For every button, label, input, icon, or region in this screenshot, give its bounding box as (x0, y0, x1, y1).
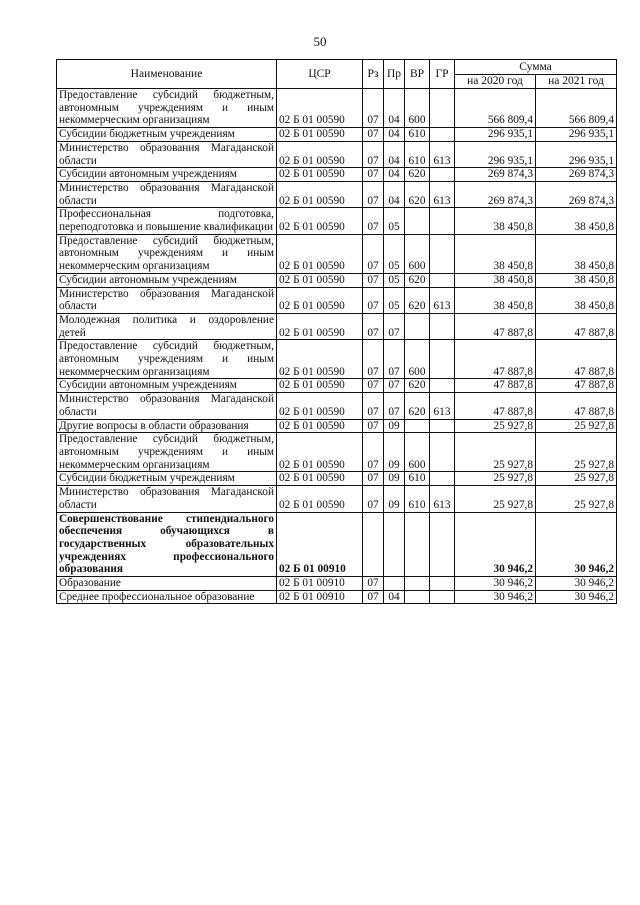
table-row (57, 181, 617, 207)
row-sum-2020: 38 450,8 (455, 234, 536, 273)
row-gr (430, 590, 455, 604)
row-sum-2020: 269 874,3 (455, 168, 536, 182)
row-sum-2021: 30 946,2 (536, 577, 617, 591)
row-name: Другие вопросы в области образования (57, 419, 277, 433)
row-rz: 07 (363, 208, 384, 234)
row-sum-2021: 47 887,8 (536, 313, 617, 339)
row-csr: 02 Б 01 00590 (277, 273, 363, 287)
row-rz: 07 (363, 273, 384, 287)
budget-table (56, 59, 617, 604)
row-rz: 07 (363, 128, 384, 142)
row-name: Среднее профессиональное образование (57, 590, 277, 604)
row-sum-2020: 566 809,4 (455, 89, 536, 128)
row-pr: 09 (384, 433, 405, 472)
row-sum-2021: 47 887,8 (536, 340, 617, 379)
table-row (57, 313, 617, 339)
header-vr: ВР (405, 60, 430, 89)
row-sum-2020: 38 450,8 (455, 208, 536, 234)
row-name: Министерство образования Магаданской области (57, 141, 277, 167)
row-gr (430, 128, 455, 142)
row-vr (405, 590, 430, 604)
row-vr (405, 577, 430, 591)
table-row (57, 273, 617, 287)
row-sum-2021: 38 450,8 (536, 273, 617, 287)
row-sum-2020: 25 927,8 (455, 486, 536, 512)
row-name: Образование (57, 577, 277, 591)
row-rz: 07 (363, 433, 384, 472)
row-name: Совершенствование стипендиального обеспечения обучающихся в государственных образовательных учреждениях профессионального образования (57, 512, 277, 577)
row-gr (430, 419, 455, 433)
row-sum-2021: 25 927,8 (536, 472, 617, 486)
row-vr (405, 512, 430, 577)
row-rz: 07 (363, 419, 384, 433)
row-pr: 04 (384, 590, 405, 604)
row-gr (430, 472, 455, 486)
row-gr (430, 89, 455, 128)
row-pr: 07 (384, 393, 405, 419)
table-row (57, 234, 617, 273)
header-sum: Сумма (455, 60, 617, 75)
row-vr: 610 (405, 141, 430, 167)
row-gr (430, 577, 455, 591)
row-pr: 05 (384, 208, 405, 234)
row-vr: 610 (405, 486, 430, 512)
row-vr: 620 (405, 181, 430, 207)
row-csr: 02 Б 01 00590 (277, 472, 363, 486)
row-sum-2020: 269 874,3 (455, 181, 536, 207)
row-csr: 02 Б 01 00590 (277, 168, 363, 182)
row-vr (405, 208, 430, 234)
row-sum-2021: 269 874,3 (536, 181, 617, 207)
row-vr (405, 419, 430, 433)
table-row (57, 419, 617, 433)
table-row (57, 208, 617, 234)
row-vr: 620 (405, 393, 430, 419)
row-name: Субсидии автономным учреждениям (57, 168, 277, 182)
row-csr: 02 Б 01 00590 (277, 313, 363, 339)
row-sum-2020: 47 887,8 (455, 313, 536, 339)
row-rz: 07 (363, 340, 384, 379)
header-year-2021: на 2021 год (536, 75, 617, 89)
row-vr: 620 (405, 168, 430, 182)
row-pr: 04 (384, 89, 405, 128)
table-row (57, 379, 617, 393)
row-csr: 02 Б 01 00590 (277, 393, 363, 419)
row-name: Молодежная политика и оздоровление детей (57, 313, 277, 339)
row-name: Субсидии бюджетным учреждениям (57, 472, 277, 486)
row-pr: 04 (384, 168, 405, 182)
row-rz: 07 (363, 393, 384, 419)
row-name: Министерство образования Магаданской области (57, 393, 277, 419)
row-gr: 613 (430, 287, 455, 313)
row-name: Предоставление субсидий бюджетным, автономным учреждениям и иным некоммерческим организациям (57, 433, 277, 472)
row-sum-2021: 296 935,1 (536, 141, 617, 167)
row-gr: 613 (430, 141, 455, 167)
row-sum-2020: 30 946,2 (455, 590, 536, 604)
row-pr (384, 512, 405, 577)
row-sum-2021: 38 450,8 (536, 234, 617, 273)
row-rz: 07 (363, 89, 384, 128)
row-sum-2021: 269 874,3 (536, 168, 617, 182)
row-vr: 620 (405, 287, 430, 313)
row-pr: 05 (384, 287, 405, 313)
row-vr: 600 (405, 433, 430, 472)
row-csr: 02 Б 01 00590 (277, 128, 363, 142)
row-gr: 613 (430, 486, 455, 512)
row-gr (430, 512, 455, 577)
row-csr: 02 Б 01 00910 (277, 577, 363, 591)
row-name: Министерство образования Магаданской области (57, 486, 277, 512)
table-row (57, 340, 617, 379)
row-gr: 613 (430, 181, 455, 207)
row-rz: 07 (363, 234, 384, 273)
row-sum-2021: 30 946,2 (536, 512, 617, 577)
row-name: Субсидии бюджетным учреждениям (57, 128, 277, 142)
row-pr: 07 (384, 313, 405, 339)
row-sum-2020: 296 935,1 (455, 128, 536, 142)
row-rz: 07 (363, 472, 384, 486)
row-csr: 02 Б 01 00590 (277, 486, 363, 512)
table-row (57, 577, 617, 591)
row-gr: 613 (430, 393, 455, 419)
row-vr: 600 (405, 340, 430, 379)
table-row (57, 393, 617, 419)
row-sum-2020: 25 927,8 (455, 419, 536, 433)
row-csr: 02 Б 01 00590 (277, 208, 363, 234)
row-pr: 04 (384, 181, 405, 207)
row-gr (430, 168, 455, 182)
row-pr: 04 (384, 128, 405, 142)
row-sum-2020: 38 450,8 (455, 287, 536, 313)
row-gr (430, 234, 455, 273)
row-rz: 07 (363, 141, 384, 167)
row-pr: 09 (384, 472, 405, 486)
row-sum-2021: 47 887,8 (536, 393, 617, 419)
row-csr: 02 Б 01 00590 (277, 419, 363, 433)
row-sum-2021: 38 450,8 (536, 287, 617, 313)
row-name: Предоставление субсидий бюджетным, автономным учреждениям и иным некоммерческим организациям (57, 234, 277, 273)
table-body (57, 89, 617, 604)
row-rz: 07 (363, 313, 384, 339)
row-rz: 07 (363, 590, 384, 604)
row-sum-2020: 25 927,8 (455, 472, 536, 486)
row-rz (363, 512, 384, 577)
row-name: Профессиональная подготовка, переподготовка и повышение квалификации (57, 208, 277, 234)
row-sum-2021: 25 927,8 (536, 419, 617, 433)
row-sum-2021: 38 450,8 (536, 208, 617, 234)
row-pr: 04 (384, 141, 405, 167)
row-sum-2020: 47 887,8 (455, 340, 536, 379)
row-csr: 02 Б 01 00590 (277, 141, 363, 167)
row-sum-2021: 25 927,8 (536, 433, 617, 472)
table-row (57, 141, 617, 167)
table-row (57, 433, 617, 472)
row-csr: 02 Б 01 00590 (277, 234, 363, 273)
row-pr: 05 (384, 273, 405, 287)
row-rz: 07 (363, 379, 384, 393)
row-csr: 02 Б 01 00590 (277, 340, 363, 379)
row-pr (384, 577, 405, 591)
table-row (57, 512, 617, 577)
row-gr (430, 273, 455, 287)
header-name: Наименование (57, 60, 277, 89)
row-vr (405, 313, 430, 339)
row-rz: 07 (363, 168, 384, 182)
row-vr: 600 (405, 89, 430, 128)
table-row (57, 168, 617, 182)
row-sum-2021: 47 887,8 (536, 379, 617, 393)
row-name: Министерство образования Магаданской области (57, 181, 277, 207)
row-csr: 02 Б 01 00590 (277, 379, 363, 393)
table-row (57, 89, 617, 128)
row-name: Министерство образования Магаданской области (57, 287, 277, 313)
row-gr (430, 340, 455, 379)
row-name: Предоставление субсидий бюджетным, автономным учреждениям и иным некоммерческим организациям (57, 340, 277, 379)
row-vr: 620 (405, 273, 430, 287)
row-name: Субсидии автономным учреждениям (57, 273, 277, 287)
row-csr: 02 Б 01 00590 (277, 181, 363, 207)
header-pr: Пр (384, 60, 405, 89)
row-csr: 02 Б 01 00590 (277, 89, 363, 128)
row-pr: 07 (384, 340, 405, 379)
table-row (57, 590, 617, 604)
header-csr: ЦСР (277, 60, 363, 89)
page-number: 50 (313, 34, 327, 49)
row-pr: 09 (384, 486, 405, 512)
header-rz: Рз (363, 60, 384, 89)
row-name: Предоставление субсидий бюджетным, автономным учреждениям и иным некоммерческим организациям (57, 89, 277, 128)
table-row (57, 287, 617, 313)
row-csr: 02 Б 01 00590 (277, 287, 363, 313)
row-csr: 02 Б 01 00910 (277, 512, 363, 577)
row-gr (430, 313, 455, 339)
row-csr: 02 Б 01 00590 (277, 433, 363, 472)
row-sum-2020: 30 946,2 (455, 512, 536, 577)
row-sum-2020: 30 946,2 (455, 577, 536, 591)
row-sum-2020: 296 935,1 (455, 141, 536, 167)
table-row (57, 128, 617, 142)
row-name: Субсидии автономным учреждениям (57, 379, 277, 393)
row-sum-2020: 47 887,8 (455, 379, 536, 393)
row-sum-2020: 38 450,8 (455, 273, 536, 287)
table-row (57, 472, 617, 486)
row-sum-2021: 566 809,4 (536, 89, 617, 128)
row-pr: 05 (384, 234, 405, 273)
row-pr: 07 (384, 379, 405, 393)
row-csr: 02 Б 01 00910 (277, 590, 363, 604)
row-vr: 610 (405, 472, 430, 486)
row-rz: 07 (363, 181, 384, 207)
row-gr (430, 379, 455, 393)
row-gr (430, 208, 455, 234)
row-sum-2021: 25 927,8 (536, 486, 617, 512)
row-pr: 09 (384, 419, 405, 433)
row-vr: 600 (405, 234, 430, 273)
row-sum-2020: 25 927,8 (455, 433, 536, 472)
row-rz: 07 (363, 486, 384, 512)
table-row (57, 486, 617, 512)
row-gr (430, 433, 455, 472)
row-vr: 610 (405, 128, 430, 142)
row-sum-2020: 47 887,8 (455, 393, 536, 419)
header-year-2020: на 2020 год (455, 75, 536, 89)
row-vr: 620 (405, 379, 430, 393)
row-rz: 07 (363, 577, 384, 591)
header-gr: ГР (430, 60, 455, 89)
row-rz: 07 (363, 287, 384, 313)
row-sum-2021: 296 935,1 (536, 128, 617, 142)
row-sum-2021: 30 946,2 (536, 590, 617, 604)
